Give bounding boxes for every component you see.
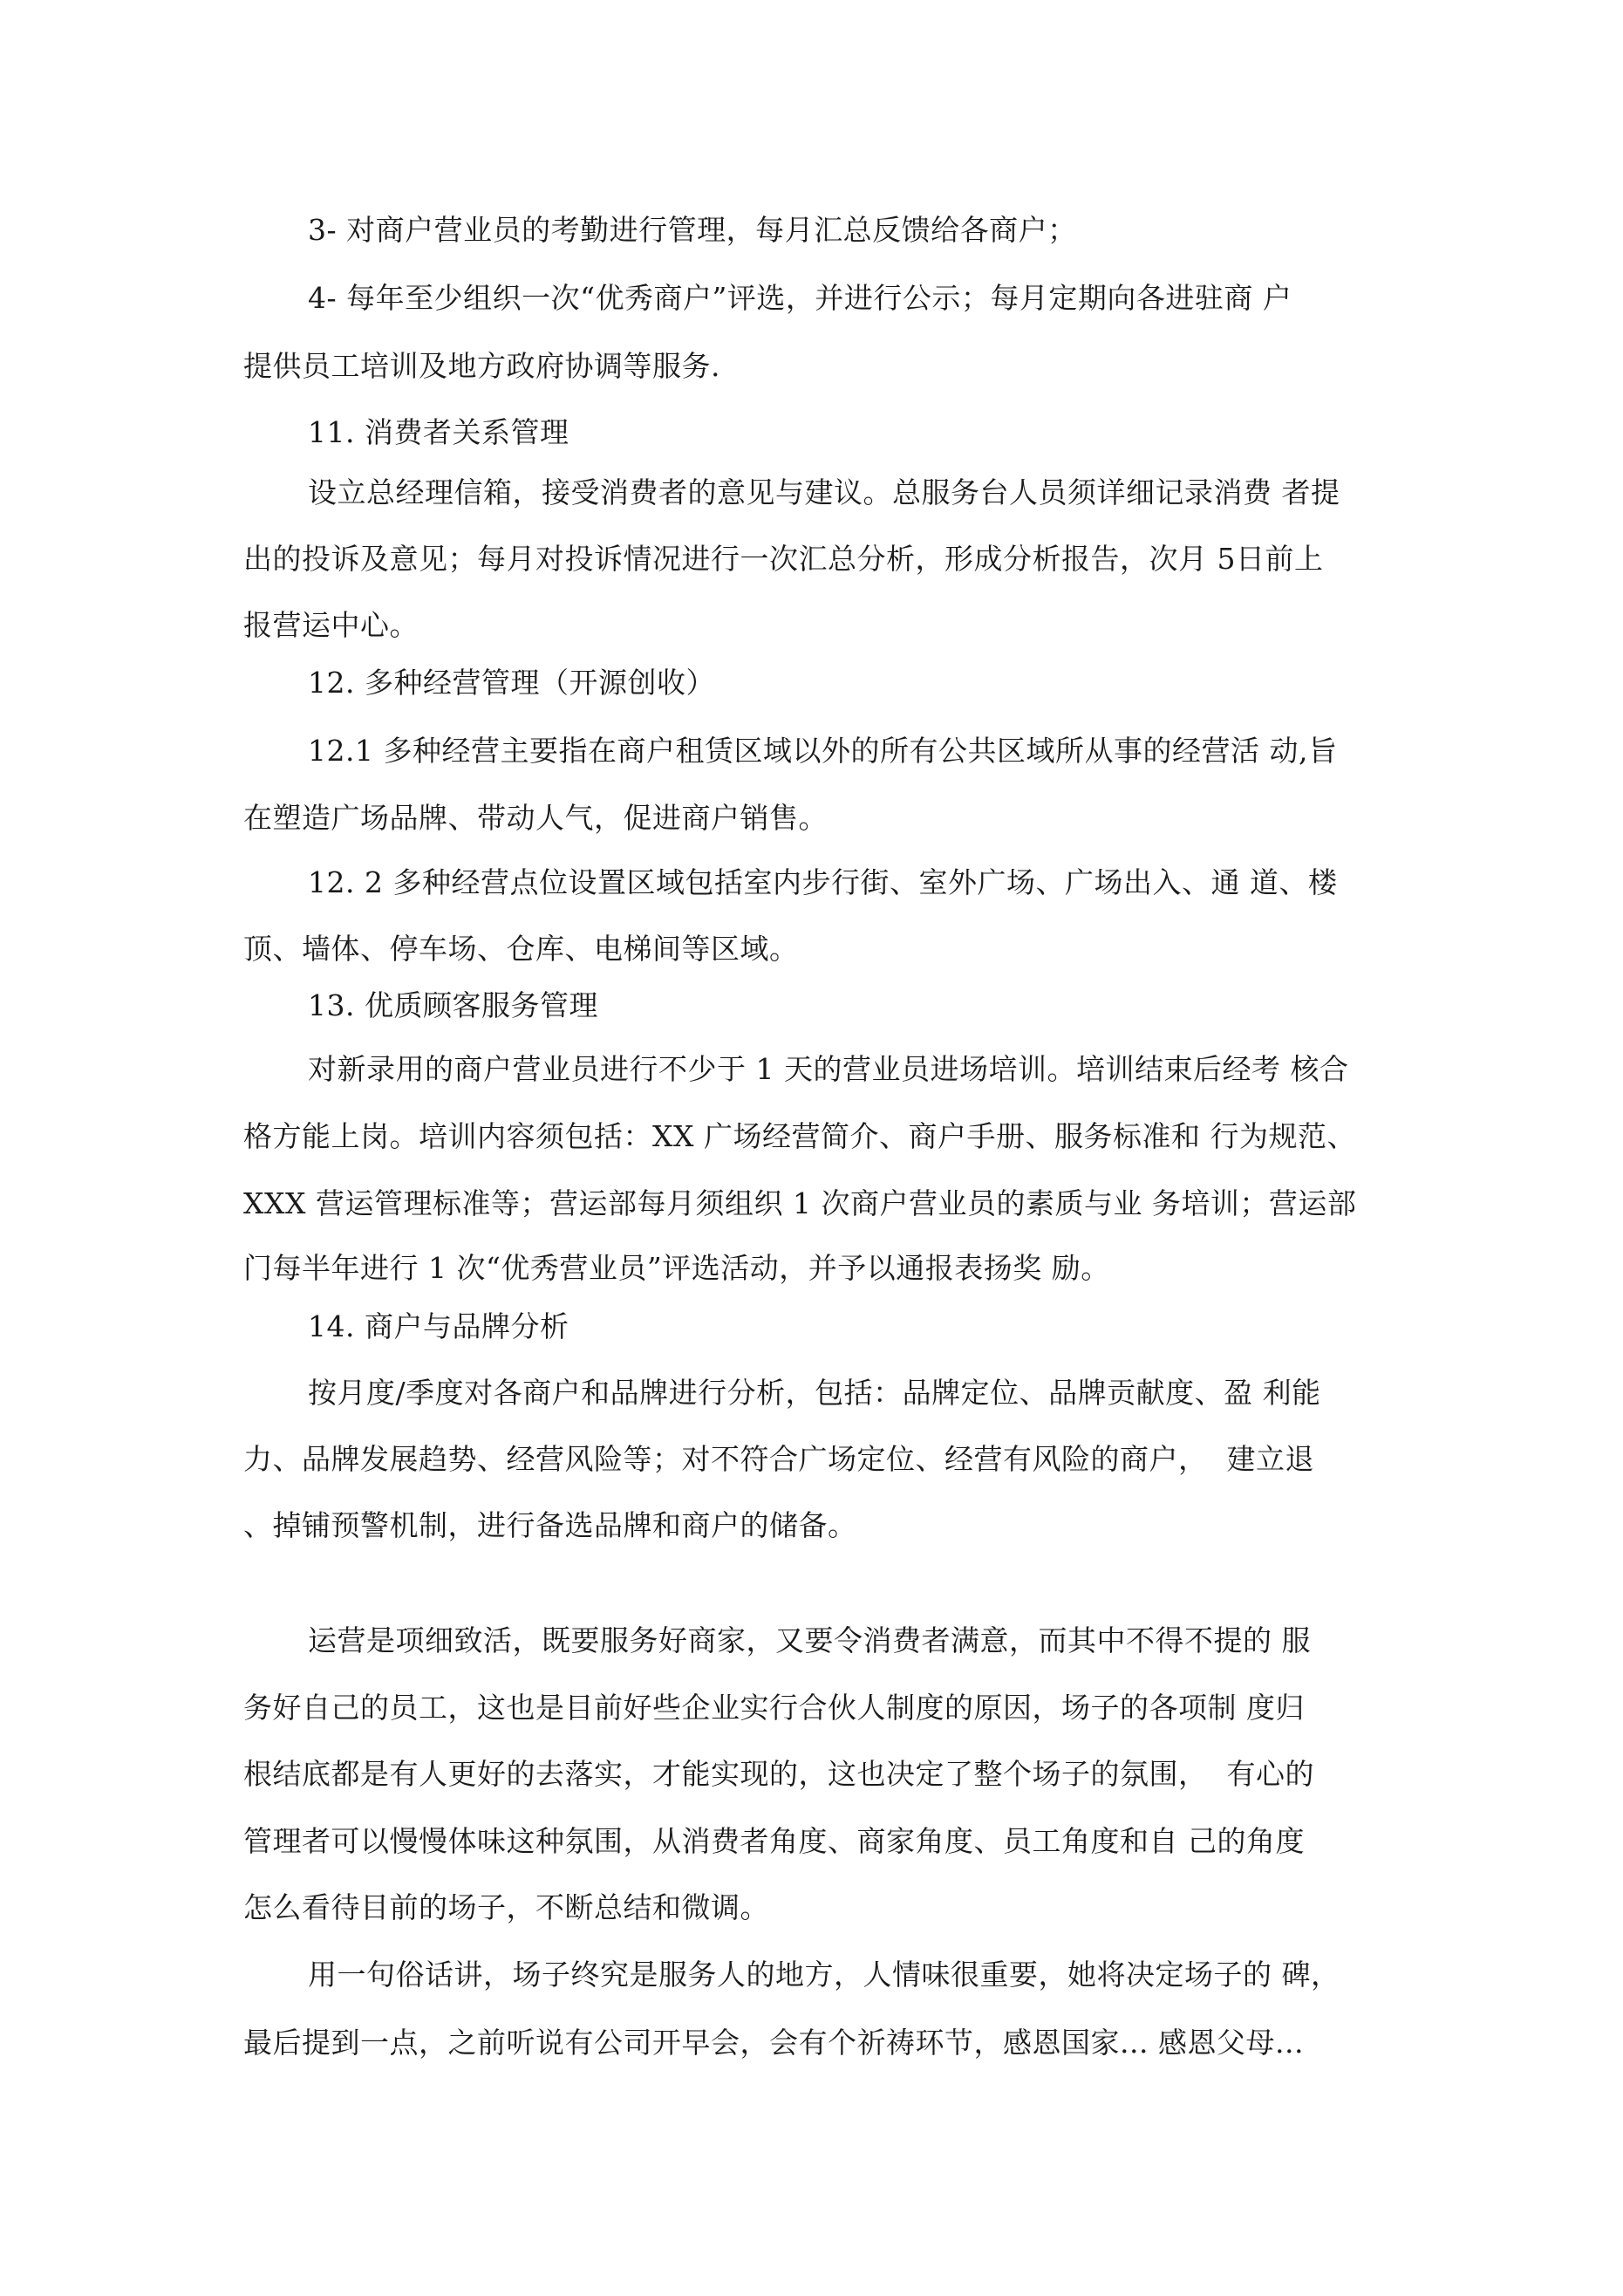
text-line: 报营运中心。: [243, 608, 419, 642]
text-line: 4- 每年至少组织一次“优秀商户”评选，并进行公示；每月定期向各进驻商 户: [308, 281, 1292, 315]
text-line: 运营是项细致活，既要服务好商家，又要令消费者满意，而其中不得不提的 服: [308, 1623, 1311, 1657]
section-heading: 13. 优质顾客服务管理: [308, 988, 598, 1022]
text-line: 务好自己的员工，这也是目前好些企业实行合伙人制度的原因，场子的各项制 度归: [243, 1691, 1305, 1725]
text-line: 3- 对商户营业员的考勤进行管理，每月汇总反馈给各商户；: [308, 213, 1077, 247]
text-line: 根结底都是有人更好的去落实，才能实现的，这也决定了整个场子的氛围， 有心的: [243, 1757, 1314, 1791]
text-line: XXX 营运管理标准等；营运部每月须组织 1 次商户营业员的素质与业 务培训；营运部: [243, 1186, 1357, 1220]
text-line: 设立总经理信箱，接受消费者的意见与建议。总服务台人员须详细记录消费 者提: [308, 475, 1340, 509]
text-line: 在塑造广场品牌、带动人气，促进商户销售。: [243, 801, 828, 835]
text-line: 格方能上岗。培训内容须包括：XX 广场经营简介、商户手册、服务标准和 行为规范、: [243, 1119, 1356, 1153]
text-line: 怎么看待目前的场子，不断总结和微调。: [243, 1890, 769, 1924]
text-line: 门每半年进行 1 次“优秀营业员”评选活动，并予以通报表扬奖 励。: [243, 1251, 1110, 1285]
text-line: 用一句俗话讲，场子终究是服务人的地方，人情味很重要，她将决定场子的 碑，: [308, 1958, 1340, 1992]
text-line: 管理者可以慢慢体味这种氛围，从消费者角度、商家角度、员工角度和自 己的角度: [243, 1824, 1305, 1858]
text-line: 最后提到一点，之前听说有公司开早会，会有个祈祷环节，感恩国家... 感恩父母...: [243, 2026, 1304, 2060]
section-heading: 14. 商户与品牌分析: [308, 1309, 569, 1343]
text-line: 按月度/季度对各商户和品牌进行分析，包括：品牌定位、品牌贡献度、盈 利能: [308, 1376, 1321, 1410]
text-line: 12.1 多种经营主要指在商户租赁区域以外的所有公共区域所从事的经营活 动,旨: [308, 734, 1338, 768]
text-line: 、掉铺预警机制，进行备选品牌和商户的储备。: [243, 1508, 857, 1542]
text-line: 对新录用的商户营业员进行不少于 1 天的营业员进场培训。培训结束后经考 核合: [308, 1052, 1349, 1086]
text-line: 12. 2 多种经营点位设置区域包括室内步行街、室外广场、广场出入、通 道、楼: [308, 865, 1338, 899]
text-line: 顶、墙体、停车场、仓库、电梯间等区域。: [243, 932, 799, 966]
text-line: 出的投诉及意见；每月对投诉情况进行一次汇总分析，形成分析报告，次月 5日前上: [243, 542, 1324, 576]
text-line: 力、品牌发展趋势、经营风险等；对不符合广场定位、经营有风险的商户， 建立退: [243, 1442, 1314, 1476]
section-heading: 12. 多种经营管理（开源创收）: [308, 666, 715, 700]
text-line: 提供员工培训及地方政府协调等服务.: [243, 349, 720, 383]
section-heading: 11. 消费者关系管理: [308, 415, 569, 449]
